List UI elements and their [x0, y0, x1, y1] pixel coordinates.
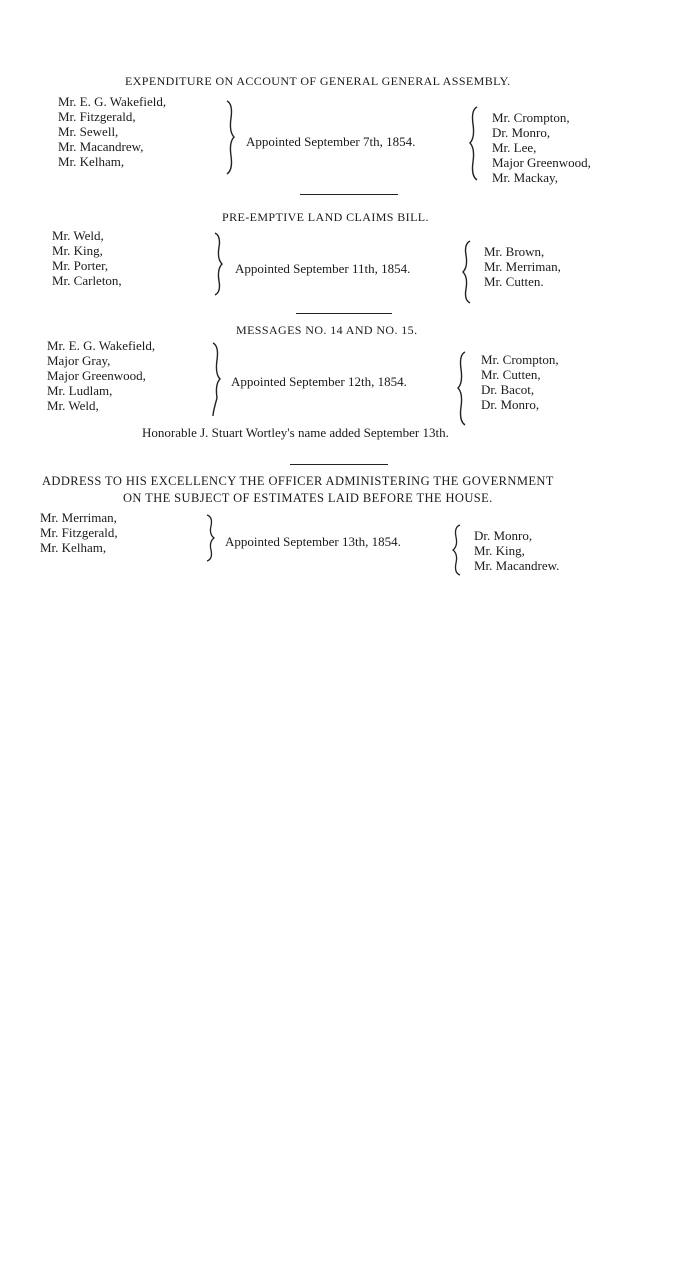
member-name: Mr. Cutten, — [481, 367, 541, 382]
left-brace — [204, 514, 216, 562]
member-name: Mr. E. G. Wakefield, — [47, 338, 156, 353]
left-committee-list — [58, 94, 166, 169]
section-heading: ADDRESS TO HIS EXCELLENCY THE OFFICER ADMINISTERING THE GOVERNMENT — [42, 474, 554, 488]
section-divider — [296, 313, 392, 314]
left-committee-list — [40, 510, 118, 555]
right-brace — [451, 524, 463, 576]
appointment-date: Appointed September 12th, 1854. — [231, 374, 407, 389]
member-name: Mr. Crompton, — [481, 352, 559, 367]
right-committee-list — [492, 110, 591, 185]
member-name: Mr. Macandrew. — [474, 558, 560, 573]
member-name: Mr. E. G. Wakefield, — [58, 94, 167, 109]
left-brace — [212, 232, 224, 296]
member-name: Mr. Sewell, — [58, 124, 119, 139]
member-name: Mr. Carleton, — [52, 273, 122, 288]
member-name: Mr. Fitzgerald, — [58, 109, 136, 124]
right-committee-list — [484, 244, 561, 289]
member-name: Dr. Monro, — [481, 397, 540, 412]
left-brace — [210, 342, 222, 417]
member-name: Major Greenwood, — [47, 368, 146, 383]
member-name: Mr. King, — [474, 543, 525, 558]
member-name: Mr. Weld, — [52, 228, 104, 243]
left-brace — [224, 100, 236, 175]
left-committee-list — [47, 338, 155, 413]
member-name: Mr. Macandrew, — [58, 139, 144, 154]
committee-note: Honorable J. Stuart Wortley's name added September 13th. — [142, 425, 449, 440]
appointment-date: Appointed September 11th, 1854. — [235, 261, 411, 276]
section-heading: PRE-EMPTIVE LAND CLAIMS BILL. — [222, 210, 429, 224]
section-heading-continued: ON THE SUBJECT OF ESTIMATES LAID BEFORE THE HOUSE. — [123, 491, 493, 505]
member-name: Mr. Mackay, — [492, 170, 558, 185]
member-name: Mr. Merriman, — [484, 259, 561, 274]
member-name: Mr. Kelham, — [58, 154, 125, 169]
right-brace — [468, 106, 480, 181]
appointment-date: Appointed September 7th, 1854. — [246, 134, 416, 149]
member-name: Mr. Lee, — [492, 140, 537, 155]
member-name: Mr. Brown, — [484, 244, 545, 259]
left-committee-list — [52, 228, 122, 288]
right-committee-list — [474, 528, 559, 573]
section-divider — [300, 194, 398, 195]
member-name: Mr. King, — [52, 243, 103, 258]
right-committee-list — [481, 352, 559, 412]
member-name: Mr. Fitzgerald, — [40, 525, 118, 540]
member-name: Mr. Kelham, — [40, 540, 107, 555]
section-heading: EXPENDITURE ON ACCOUNT OF GENERAL GENERAL ASSEMBLY. — [125, 74, 511, 88]
right-brace — [461, 240, 473, 304]
member-name: Mr. Ludlam, — [47, 383, 113, 398]
member-name: Major Gray, — [47, 353, 111, 368]
member-name: Mr. Merriman, — [40, 510, 117, 525]
member-name: Dr. Monro, — [492, 125, 551, 140]
section-heading: MESSAGES NO. 14 AND NO. 15. — [236, 323, 418, 337]
member-name: Mr. Porter, — [52, 258, 109, 273]
member-name: Mr. Cutten. — [484, 274, 544, 289]
member-name: Dr. Bacot, — [481, 382, 535, 397]
member-name: Mr. Weld, — [47, 398, 99, 413]
right-brace — [456, 351, 468, 426]
section-divider — [290, 464, 388, 465]
member-name: Mr. Crompton, — [492, 110, 570, 125]
member-name: Major Greenwood, — [492, 155, 591, 170]
appointment-date: Appointed September 13th, 1854. — [225, 534, 401, 549]
member-name: Dr. Monro, — [474, 528, 533, 543]
